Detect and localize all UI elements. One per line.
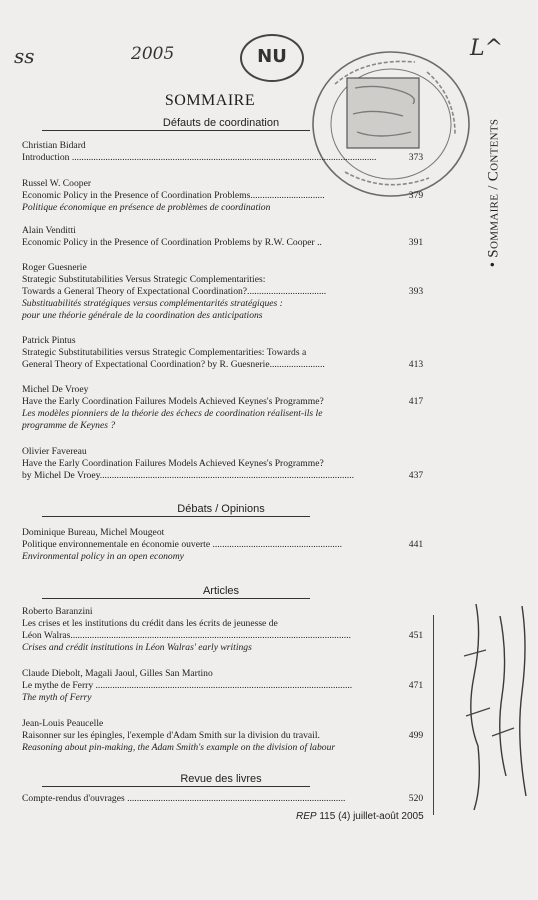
entry-page: 499 — [408, 730, 424, 741]
entry-title: Les crises et les institutions du crédit dans les écrits de jeunesse de — [22, 618, 278, 629]
handwritten-bracket — [433, 615, 448, 815]
entry-title: Politique environnementale en économie ouverte ...................................................... — [22, 539, 342, 550]
entry-title: by Michel De Vroey.......................................................................................................... — [22, 470, 354, 481]
issue-footer — [296, 811, 424, 822]
entry-page: 417 — [408, 396, 424, 407]
entry-title: General Theory of Expectational Coordination? by R. Guesnerie....................... — [22, 359, 325, 370]
entry-title: Léon Walras..................................................................................................................... — [22, 630, 351, 641]
entry-title: Have the Early Coordination Failures Models Achieved Keynes's Programme? — [22, 396, 324, 407]
toc-entry[interactable] — [22, 384, 414, 432]
entry-author: Roberto Baranzini — [22, 606, 93, 617]
handwritten-year: 2005 — [131, 44, 175, 64]
entry-title: Towards a General Theory of Expectational Coordination?................................. — [22, 286, 327, 297]
entry-translation: Reasoning about pin-making, the Adam Smith's example on the division of labour — [22, 742, 336, 753]
entry-author: Alain Venditti — [22, 225, 76, 236]
entry-title: Strategic Substitutabilities versus Strategic Complementarities: Towards a — [22, 347, 307, 358]
toc-entry[interactable] — [22, 718, 414, 754]
toc-entry[interactable] — [22, 668, 414, 704]
entry-page: 520 — [408, 793, 424, 804]
entry-author: Christian Bidard — [22, 140, 86, 151]
issue-info: 115 (4) juillet-août 2005 — [319, 811, 424, 822]
entry-author: Jean-Louis Peaucelle — [22, 718, 104, 729]
entry-page: 391 — [408, 237, 424, 248]
entry-translation: pour une théorie générale de la coordination des anticipations — [22, 310, 263, 321]
section-heading-coordination: Défauts de coordination — [22, 117, 420, 129]
toc-entry[interactable] — [22, 178, 414, 214]
entry-page: 393 — [408, 286, 424, 297]
toc-entry[interactable] — [22, 262, 414, 322]
entry-page: 437 — [408, 470, 424, 481]
entry-title: Strategic Substitutabilities Versus Strategic Complementarities: — [22, 274, 266, 285]
toc-entry[interactable] — [22, 606, 414, 654]
section-heading-debats: Débats / Opinions — [22, 503, 420, 515]
entry-translation: Crises and crédit institutions in Léon Walras' early writings — [22, 642, 252, 653]
entry-translation: Environmental policy in an open economy — [22, 551, 184, 562]
entry-title: Compte-rendus d'ouvrages ........................................................................................... — [22, 793, 346, 804]
entry-page: 373 — [408, 152, 424, 163]
entry-author: Dominique Bureau, Michel Mougeot — [22, 527, 165, 538]
section-heading-livres: Revue des livres — [22, 773, 420, 785]
entry-page: 471 — [408, 680, 424, 691]
toc-entry[interactable] — [22, 446, 414, 482]
section-heading-articles: Articles — [22, 585, 420, 597]
entry-page: 413 — [408, 359, 424, 370]
entry-title: Raisonner sur les épingles, l'exemple d'Adam Smith sur la division du travail. — [22, 730, 320, 741]
toc-entry[interactable] — [22, 140, 414, 164]
entry-author: Claude Diebolt, Magali Jaoul, Gilles San Martino — [22, 668, 213, 679]
entry-title: Le mythe de Ferry ........................................................................................................... — [22, 680, 353, 691]
side-title — [479, 90, 509, 295]
entry-translation: Les modèles pionniers de la théorie des échecs de coordination réalisent-ils le — [22, 408, 323, 419]
entry-translation: Politique économique en présence de problèmes de coordination — [22, 202, 271, 213]
journal-abbrev: REP — [296, 811, 317, 822]
entry-translation: Substituabilités stratégiques versus complémentarités stratégiques : — [22, 298, 283, 309]
entry-author: Olivier Favereau — [22, 446, 87, 457]
entry-page: 451 — [408, 630, 424, 641]
page-title: SOMMAIRE — [164, 92, 256, 109]
entry-title: Have the Early Coordination Failures Models Achieved Keynes's Programme? — [22, 458, 324, 469]
handwritten-mark-left: ss — [14, 44, 35, 68]
entry-translation: programme de Keynes ? — [22, 420, 116, 431]
toc-entry[interactable] — [22, 225, 414, 249]
entry-author: Russel W. Cooper — [22, 178, 92, 189]
entry-title: Economic Policy in the Presence of Coordination Problems by R.W. Cooper .. — [22, 237, 322, 248]
toc-entry[interactable] — [22, 527, 414, 563]
entry-page: 441 — [408, 539, 424, 550]
entry-page: 379 — [408, 190, 424, 201]
toc-entry[interactable] — [22, 335, 414, 371]
handwritten-mark-right: L^ — [470, 36, 504, 61]
entry-author: Michel De Vroey — [22, 384, 89, 395]
entry-author: Patrick Pintus — [22, 335, 76, 346]
entry-translation: The myth of Ferry — [22, 692, 92, 703]
entry-author: Roger Guesnerie — [22, 262, 87, 273]
side-title-text: • Sommaire / Contents — [485, 118, 502, 267]
handwritten-annotation — [456, 596, 536, 816]
entry-title: Introduction ............................................................................................................................... — [22, 152, 377, 163]
nu-logo: NU — [240, 34, 304, 82]
toc-entry[interactable] — [22, 793, 414, 805]
entry-title: Economic Policy in the Presence of Coordination Problems............................... — [22, 190, 325, 201]
